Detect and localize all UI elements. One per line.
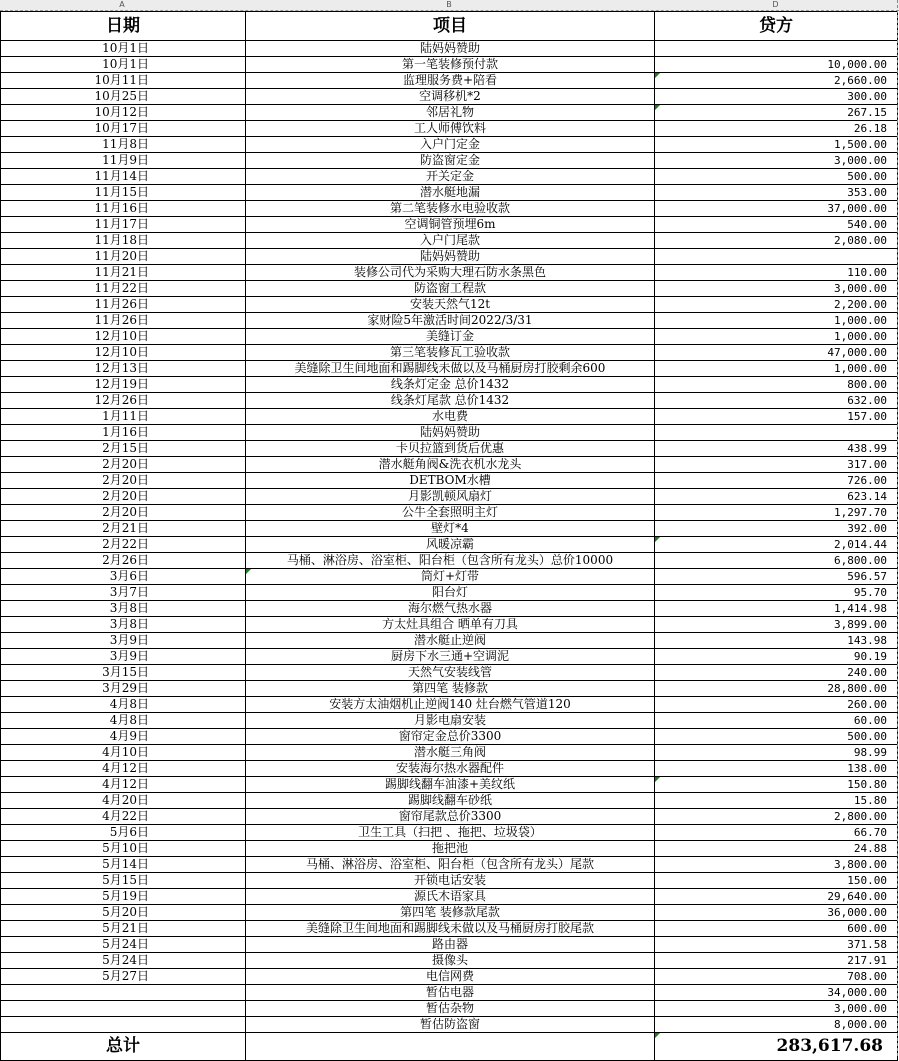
item-cell[interactable]: 家财险5年激活时间2022/3/31 bbox=[246, 313, 655, 329]
date-cell[interactable]: 2月20日 bbox=[1, 457, 246, 473]
item-cell[interactable]: 邻居礼物 bbox=[246, 105, 655, 121]
date-cell[interactable]: 4月8日 bbox=[1, 713, 246, 729]
amount-cell[interactable]: 138.00 bbox=[655, 761, 898, 777]
item-cell[interactable]: 安装天然气12t bbox=[246, 297, 655, 313]
table-row bbox=[1, 41, 898, 57]
amount-cell[interactable]: 110.00 bbox=[655, 265, 898, 281]
item-cell[interactable]: 摄像头 bbox=[246, 953, 655, 969]
item-cell[interactable]: 筒灯+灯带 bbox=[246, 569, 655, 585]
amount-cell[interactable]: 2,200.00 bbox=[655, 297, 898, 313]
date-cell[interactable]: 5月19日 bbox=[1, 889, 246, 905]
table-row bbox=[1, 665, 898, 681]
table-row bbox=[1, 201, 898, 217]
date-cell[interactable]: 11月20日 bbox=[1, 249, 246, 265]
amount-cell[interactable]: 143.98 bbox=[655, 633, 898, 649]
date-cell[interactable]: 5月15日 bbox=[1, 873, 246, 889]
table-row bbox=[1, 841, 898, 857]
date-cell[interactable]: 2月26日 bbox=[1, 553, 246, 569]
item-cell[interactable]: 厨房下水三通+空调泥 bbox=[246, 649, 655, 665]
table-row bbox=[1, 313, 898, 329]
header-item[interactable]: 项目 bbox=[246, 12, 655, 41]
amount-cell[interactable]: 95.70 bbox=[655, 585, 898, 601]
table-row bbox=[1, 777, 898, 793]
item-cell[interactable]: 美缝除卫生间地面和踢脚线未做以及马桶厨房打胶剩余600 bbox=[246, 361, 655, 377]
table-row bbox=[1, 985, 898, 1001]
date-cell[interactable]: 1月16日 bbox=[1, 425, 246, 441]
date-cell[interactable]: 5月20日 bbox=[1, 905, 246, 921]
amount-cell[interactable]: 371.58 bbox=[655, 937, 898, 953]
amount-cell[interactable]: 217.91 bbox=[655, 953, 898, 969]
date-cell[interactable]: 11月22日 bbox=[1, 281, 246, 297]
item-cell[interactable]: 天然气安装线管 bbox=[246, 665, 655, 681]
table-row bbox=[1, 921, 898, 937]
table-row bbox=[1, 153, 898, 169]
item-cell[interactable]: 窗帘定金总价3300 bbox=[246, 729, 655, 745]
table-row bbox=[1, 73, 898, 89]
date-cell[interactable]: 10月12日 bbox=[1, 105, 246, 121]
amount-cell[interactable]: 267.15 bbox=[655, 105, 898, 121]
amount-cell[interactable]: 47,000.00 bbox=[655, 345, 898, 361]
table-row bbox=[1, 441, 898, 457]
item-cell[interactable]: 线条灯定金 总价1432 bbox=[246, 377, 655, 393]
table-row bbox=[1, 377, 898, 393]
date-cell[interactable]: 2月15日 bbox=[1, 441, 246, 457]
item-cell[interactable]: 潜水艇止逆阀 bbox=[246, 633, 655, 649]
amount-cell[interactable]: 3,000.00 bbox=[655, 1001, 898, 1017]
amount-cell[interactable]: 150.80 bbox=[655, 777, 898, 793]
item-cell[interactable]: 第四笔 装修款 bbox=[246, 681, 655, 697]
table-row bbox=[1, 121, 898, 137]
item-cell[interactable]: 入户门尾款 bbox=[246, 233, 655, 249]
date-cell[interactable]: 3月6日 bbox=[1, 569, 246, 585]
amount-cell[interactable] bbox=[655, 41, 898, 57]
date-cell[interactable]: 3月9日 bbox=[1, 633, 246, 649]
date-cell[interactable]: 3月7日 bbox=[1, 585, 246, 601]
table-row bbox=[1, 57, 898, 73]
header-amount[interactable]: 贷方 bbox=[655, 12, 898, 41]
date-cell[interactable]: 3月8日 bbox=[1, 617, 246, 633]
item-cell[interactable]: 美缝订金 bbox=[246, 329, 655, 345]
item-cell[interactable]: 踢脚线翻车砂纸 bbox=[246, 793, 655, 809]
header-row bbox=[1, 12, 898, 41]
amount-cell[interactable]: 34,000.00 bbox=[655, 985, 898, 1001]
note-marker-icon bbox=[655, 777, 660, 782]
item-cell[interactable]: 阳台灯 bbox=[246, 585, 655, 601]
table-row bbox=[1, 521, 898, 537]
item-cell[interactable]: 公牛全套照明主灯 bbox=[246, 505, 655, 521]
table-row bbox=[1, 649, 898, 665]
item-cell[interactable]: 装修公司代为采购大理石防水条黑色 bbox=[246, 265, 655, 281]
date-cell[interactable]: 5月10日 bbox=[1, 841, 246, 857]
amount-cell[interactable]: 2,080.00 bbox=[655, 233, 898, 249]
item-cell[interactable]: 潜水艇角阀&洗衣机水龙头 bbox=[246, 457, 655, 473]
date-cell[interactable]: 11月26日 bbox=[1, 313, 246, 329]
total-label[interactable]: 总计 bbox=[1, 1033, 246, 1061]
date-cell[interactable]: 12月26日 bbox=[1, 393, 246, 409]
amount-cell[interactable]: 10,000.00 bbox=[655, 57, 898, 73]
table-row bbox=[1, 585, 898, 601]
amount-cell[interactable]: 3,899.00 bbox=[655, 617, 898, 633]
amount-cell[interactable]: 2,660.00 bbox=[655, 73, 898, 89]
date-cell[interactable]: 4月10日 bbox=[1, 745, 246, 761]
date-cell[interactable]: 11月18日 bbox=[1, 233, 246, 249]
amount-cell[interactable]: 240.00 bbox=[655, 665, 898, 681]
amount-cell[interactable]: 2,800.00 bbox=[655, 809, 898, 825]
item-cell[interactable]: 防盗窗工程款 bbox=[246, 281, 655, 297]
amount-cell[interactable]: 353.00 bbox=[655, 185, 898, 201]
date-cell[interactable]: 10月25日 bbox=[1, 89, 246, 105]
table-row bbox=[1, 217, 898, 233]
date-cell[interactable]: 2月20日 bbox=[1, 489, 246, 505]
table-row bbox=[1, 953, 898, 969]
amount-cell[interactable] bbox=[655, 249, 898, 265]
table-row bbox=[1, 809, 898, 825]
table-row bbox=[1, 297, 898, 313]
item-cell[interactable]: 开锁电话安装 bbox=[246, 873, 655, 889]
amount-cell[interactable]: 150.00 bbox=[655, 873, 898, 889]
table-row bbox=[1, 633, 898, 649]
item-cell[interactable]: 海尔燃气热水器 bbox=[246, 601, 655, 617]
column-letter-b[interactable]: B bbox=[446, 0, 452, 9]
date-cell[interactable]: 5月24日 bbox=[1, 953, 246, 969]
date-cell[interactable]: 2月20日 bbox=[1, 505, 246, 521]
table-row bbox=[1, 793, 898, 809]
item-cell[interactable]: 卡贝拉篮到货后优惠 bbox=[246, 441, 655, 457]
table-row bbox=[1, 745, 898, 761]
item-cell[interactable]: 风暖凉霸 bbox=[246, 537, 655, 553]
item-cell[interactable]: 壁灯*4 bbox=[246, 521, 655, 537]
note-marker-icon bbox=[655, 105, 660, 110]
amount-cell[interactable]: 8,000.00 bbox=[655, 1017, 898, 1033]
amount-cell[interactable]: 800.00 bbox=[655, 377, 898, 393]
item-cell[interactable]: 踢脚线翻车油漆+美纹纸 bbox=[246, 777, 655, 793]
amount-cell[interactable]: 60.00 bbox=[655, 713, 898, 729]
date-cell[interactable]: 4月12日 bbox=[1, 777, 246, 793]
item-cell[interactable]: 第二笔装修水电验收款 bbox=[246, 201, 655, 217]
date-cell[interactable]: 11月21日 bbox=[1, 265, 246, 281]
amount-cell[interactable]: 29,640.00 bbox=[655, 889, 898, 905]
table-row bbox=[1, 473, 898, 489]
amount-cell[interactable]: 90.19 bbox=[655, 649, 898, 665]
date-cell[interactable]: 11月26日 bbox=[1, 297, 246, 313]
table-row bbox=[1, 825, 898, 841]
amount-cell[interactable]: 300.00 bbox=[655, 89, 898, 105]
table-row bbox=[1, 969, 898, 985]
date-cell[interactable]: 5月24日 bbox=[1, 937, 246, 953]
item-cell[interactable]: 美缝除卫生间地面和踢脚线未做以及马桶厨房打胶尾款 bbox=[246, 921, 655, 937]
item-cell[interactable]: 月影电扇安装 bbox=[246, 713, 655, 729]
date-cell[interactable]: 1月11日 bbox=[1, 409, 246, 425]
item-cell[interactable]: 拖把池 bbox=[246, 841, 655, 857]
item-cell[interactable]: 月影凯顿风扇灯 bbox=[246, 489, 655, 505]
table-row bbox=[1, 873, 898, 889]
amount-cell[interactable]: 392.00 bbox=[655, 521, 898, 537]
table-row bbox=[1, 1001, 898, 1017]
total-amount[interactable]: 283,617.68 bbox=[655, 1033, 898, 1061]
item-cell[interactable]: 陆妈妈赞助 bbox=[246, 41, 655, 57]
date-cell[interactable]: 3月9日 bbox=[1, 649, 246, 665]
amount-cell[interactable]: 260.00 bbox=[655, 697, 898, 713]
table-row bbox=[1, 409, 898, 425]
item-cell[interactable]: 方太灶具组合 晒单有刀具 bbox=[246, 617, 655, 633]
amount-cell[interactable]: 98.99 bbox=[655, 745, 898, 761]
column-letter-a[interactable]: A bbox=[119, 0, 125, 9]
table-row bbox=[1, 361, 898, 377]
amount-cell[interactable]: 1,000.00 bbox=[655, 313, 898, 329]
table-row bbox=[1, 537, 898, 553]
date-cell[interactable]: 4月12日 bbox=[1, 761, 246, 777]
date-cell[interactable]: 12月10日 bbox=[1, 345, 246, 361]
table-row bbox=[1, 857, 898, 873]
date-cell[interactable]: 5月14日 bbox=[1, 857, 246, 873]
item-cell[interactable]: 第一笔装修预付款 bbox=[246, 57, 655, 73]
date-cell[interactable]: 2月22日 bbox=[1, 537, 246, 553]
table-row bbox=[1, 1017, 898, 1033]
amount-cell[interactable]: 317.00 bbox=[655, 457, 898, 473]
amount-cell[interactable]: 1,000.00 bbox=[655, 361, 898, 377]
amount-cell[interactable]: 6,800.00 bbox=[655, 553, 898, 569]
table-row bbox=[1, 905, 898, 921]
table-row bbox=[1, 761, 898, 777]
date-cell[interactable]: 3月8日 bbox=[1, 601, 246, 617]
expense-table bbox=[0, 11, 898, 1061]
table-row bbox=[1, 393, 898, 409]
date-cell[interactable]: 4月22日 bbox=[1, 809, 246, 825]
date-cell[interactable] bbox=[1, 1017, 246, 1033]
column-letter-d[interactable]: D bbox=[772, 0, 779, 9]
item-cell[interactable]: 入户门定金 bbox=[246, 137, 655, 153]
table-row bbox=[1, 889, 898, 905]
item-cell[interactable]: 陆妈妈赞助 bbox=[246, 425, 655, 441]
item-cell[interactable]: 源氏木语家具 bbox=[246, 889, 655, 905]
date-cell[interactable]: 4月8日 bbox=[1, 697, 246, 713]
date-cell[interactable]: 10月1日 bbox=[1, 41, 246, 57]
amount-cell[interactable]: 540.00 bbox=[655, 217, 898, 233]
date-cell[interactable]: 11月14日 bbox=[1, 169, 246, 185]
item-cell[interactable]: 潜水艇三角阀 bbox=[246, 745, 655, 761]
date-cell[interactable]: 10月11日 bbox=[1, 73, 246, 89]
date-cell[interactable]: 5月6日 bbox=[1, 825, 246, 841]
item-cell[interactable]: 暂估电器 bbox=[246, 985, 655, 1001]
date-cell[interactable]: 11月15日 bbox=[1, 185, 246, 201]
table-row bbox=[1, 89, 898, 105]
table-row bbox=[1, 233, 898, 249]
item-cell[interactable]: 监理服务费+陪看 bbox=[246, 73, 655, 89]
table-row bbox=[1, 169, 898, 185]
amount-cell[interactable]: 708.00 bbox=[655, 969, 898, 985]
item-cell[interactable]: 窗帘尾款总价3300 bbox=[246, 809, 655, 825]
amount-cell[interactable]: 24.88 bbox=[655, 841, 898, 857]
item-cell[interactable]: 电信网费 bbox=[246, 969, 655, 985]
amount-cell[interactable]: 3,000.00 bbox=[655, 153, 898, 169]
table-row bbox=[1, 617, 898, 633]
amount-cell[interactable]: 1,500.00 bbox=[655, 137, 898, 153]
item-cell[interactable]: 空调铜管预埋6m bbox=[246, 217, 655, 233]
amount-cell[interactable]: 26.18 bbox=[655, 121, 898, 137]
date-cell[interactable]: 5月27日 bbox=[1, 969, 246, 985]
amount-cell[interactable]: 1,297.70 bbox=[655, 505, 898, 521]
table-row bbox=[1, 265, 898, 281]
amount-cell[interactable]: 1,000.00 bbox=[655, 329, 898, 345]
table-row bbox=[1, 457, 898, 473]
amount-cell[interactable]: 623.14 bbox=[655, 489, 898, 505]
item-cell[interactable]: 马桶、淋浴房、浴室柜、阳台柜（包含所有龙头）总价10000 bbox=[246, 553, 655, 569]
table-row bbox=[1, 553, 898, 569]
amount-cell[interactable]: 726.00 bbox=[655, 473, 898, 489]
note-marker-icon bbox=[655, 537, 660, 542]
item-cell[interactable]: 开关定金 bbox=[246, 169, 655, 185]
date-cell[interactable]: 12月19日 bbox=[1, 377, 246, 393]
table-row bbox=[1, 697, 898, 713]
total-item-cell[interactable] bbox=[246, 1033, 655, 1061]
item-cell[interactable]: 路由器 bbox=[246, 937, 655, 953]
note-marker-icon bbox=[655, 1033, 660, 1038]
table-row bbox=[1, 681, 898, 697]
item-cell[interactable]: 暂估杂物 bbox=[246, 1001, 655, 1017]
item-cell[interactable]: DETBOM水槽 bbox=[246, 473, 655, 489]
note-marker-icon bbox=[246, 569, 251, 574]
table-row bbox=[1, 937, 898, 953]
date-cell[interactable]: 3月29日 bbox=[1, 681, 246, 697]
amount-cell[interactable]: 66.70 bbox=[655, 825, 898, 841]
amount-cell[interactable]: 2,014.44 bbox=[655, 537, 898, 553]
item-cell[interactable]: 安装方太油烟机止逆阀140 灶台燃气管道120 bbox=[246, 697, 655, 713]
amount-cell[interactable]: 632.00 bbox=[655, 393, 898, 409]
date-cell[interactable] bbox=[1, 1001, 246, 1017]
item-cell[interactable]: 暂估防盗窗 bbox=[246, 1017, 655, 1033]
total-row bbox=[1, 1033, 898, 1061]
amount-cell[interactable]: 28,800.00 bbox=[655, 681, 898, 697]
table-row bbox=[1, 425, 898, 441]
table-row bbox=[1, 713, 898, 729]
date-cell[interactable]: 11月9日 bbox=[1, 153, 246, 169]
date-cell[interactable]: 2月21日 bbox=[1, 521, 246, 537]
amount-cell[interactable] bbox=[655, 425, 898, 441]
item-cell[interactable]: 潜水艇地漏 bbox=[246, 185, 655, 201]
item-cell[interactable]: 工人师傅饮料 bbox=[246, 121, 655, 137]
amount-cell[interactable]: 15.80 bbox=[655, 793, 898, 809]
item-cell[interactable]: 安装海尔热水器配件 bbox=[246, 761, 655, 777]
table-row bbox=[1, 281, 898, 297]
date-cell[interactable]: 10月17日 bbox=[1, 121, 246, 137]
item-cell[interactable]: 陆妈妈赞助 bbox=[246, 249, 655, 265]
date-cell[interactable]: 2月20日 bbox=[1, 473, 246, 489]
amount-cell[interactable]: 438.99 bbox=[655, 441, 898, 457]
amount-cell[interactable]: 36,000.00 bbox=[655, 905, 898, 921]
header-date[interactable]: 日期 bbox=[1, 12, 246, 41]
table-row bbox=[1, 185, 898, 201]
amount-cell[interactable]: 500.00 bbox=[655, 169, 898, 185]
date-cell[interactable]: 5月21日 bbox=[1, 921, 246, 937]
date-cell[interactable]: 11月17日 bbox=[1, 217, 246, 233]
table-row bbox=[1, 329, 898, 345]
amount-cell[interactable]: 3,000.00 bbox=[655, 281, 898, 297]
amount-cell[interactable]: 500.00 bbox=[655, 729, 898, 745]
table-row bbox=[1, 569, 898, 585]
note-marker-icon bbox=[655, 73, 660, 78]
table-row bbox=[1, 345, 898, 361]
amount-cell[interactable]: 600.00 bbox=[655, 921, 898, 937]
amount-cell[interactable]: 596.57 bbox=[655, 569, 898, 585]
item-cell[interactable]: 水电费 bbox=[246, 409, 655, 425]
amount-cell[interactable]: 1,414.98 bbox=[655, 601, 898, 617]
table-row bbox=[1, 105, 898, 121]
table-row bbox=[1, 249, 898, 265]
date-cell[interactable]: 3月15日 bbox=[1, 665, 246, 681]
date-cell[interactable]: 12月10日 bbox=[1, 329, 246, 345]
amount-cell[interactable]: 157.00 bbox=[655, 409, 898, 425]
date-cell[interactable]: 4月20日 bbox=[1, 793, 246, 809]
date-cell[interactable]: 11月16日 bbox=[1, 201, 246, 217]
date-cell[interactable]: 11月8日 bbox=[1, 137, 246, 153]
table-row bbox=[1, 137, 898, 153]
column-header-bar bbox=[0, 0, 899, 11]
item-cell[interactable]: 卫生工具（扫把 、拖把、垃圾袋） bbox=[246, 825, 655, 841]
table-row bbox=[1, 729, 898, 745]
item-cell[interactable]: 第三笔装修瓦工验收款 bbox=[246, 345, 655, 361]
amount-cell[interactable]: 3,800.00 bbox=[655, 857, 898, 873]
table-row bbox=[1, 505, 898, 521]
date-cell[interactable]: 10月1日 bbox=[1, 57, 246, 73]
table-row bbox=[1, 489, 898, 505]
table-row bbox=[1, 601, 898, 617]
item-cell[interactable]: 马桶、淋浴房、浴室柜、阳台柜（包含所有龙头）尾款 bbox=[246, 857, 655, 873]
date-cell[interactable]: 12月13日 bbox=[1, 361, 246, 377]
amount-cell[interactable]: 37,000.00 bbox=[655, 201, 898, 217]
item-cell[interactable]: 防盗窗定金 bbox=[246, 153, 655, 169]
item-cell[interactable]: 第四笔 装修款尾款 bbox=[246, 905, 655, 921]
item-cell[interactable]: 线条灯尾款 总价1432 bbox=[246, 393, 655, 409]
date-cell[interactable]: 4月9日 bbox=[1, 729, 246, 745]
date-cell[interactable] bbox=[1, 985, 246, 1001]
item-cell[interactable]: 空调移机*2 bbox=[246, 89, 655, 105]
